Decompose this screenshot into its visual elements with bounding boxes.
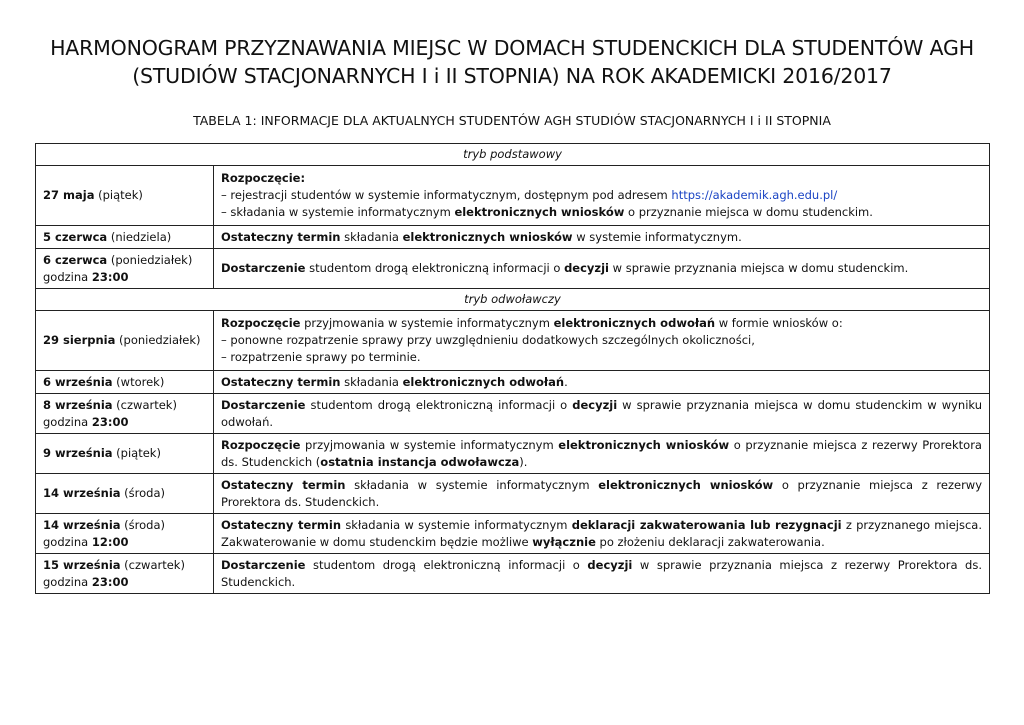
- section-row-appeal: [36, 289, 990, 311]
- desc-bold: decyzji: [587, 557, 633, 572]
- table-caption: TABELA 1: INFORMACJE DLA AKTUALNYCH STUDENTÓW AGH STUDIÓW STACJONARNYCH I i II STOPNIA: [193, 113, 831, 128]
- time-label: godzina: [43, 414, 92, 429]
- desc-text: składania: [340, 229, 403, 244]
- date-cell: [36, 554, 214, 594]
- description-cell: [214, 514, 990, 554]
- date-day: (poniedziałek): [107, 252, 193, 267]
- date-bold: 5 czerwca: [43, 229, 108, 244]
- desc-text: studentom drogą elektroniczną informacji o: [305, 557, 588, 572]
- table-row: [36, 249, 990, 289]
- desc-text: składania w systemie informatycznym: [345, 477, 599, 492]
- document-title: [0, 34, 1024, 90]
- title-line-1: HARMONOGRAM PRZYZNAWANIA MIEJSC W DOMACH STUDENCKICH DLA STUDENTÓW AGH: [50, 36, 974, 60]
- desc-bold: elektronicznych wniosków: [402, 229, 573, 244]
- section-row-basic: [36, 144, 990, 166]
- table-row: [36, 371, 990, 394]
- time-label: godzina: [43, 574, 92, 589]
- date-bold: 14 września: [43, 486, 121, 500]
- desc-text: .: [564, 374, 568, 389]
- schedule-table: [35, 143, 990, 594]
- desc-bold: decyzji: [564, 261, 609, 275]
- date-bold: 6 czerwca: [43, 252, 108, 267]
- table-row: [36, 226, 990, 249]
- desc-text: ).: [519, 454, 528, 469]
- desc-bold: Rozpoczęcie: [221, 437, 301, 452]
- date-bold: 14 września: [43, 517, 121, 532]
- description-cell: [214, 434, 990, 474]
- date-day: (wtorek): [112, 374, 165, 389]
- date-bold: 8 września: [43, 397, 113, 412]
- time-label: godzina: [43, 269, 92, 284]
- desc-text: studentom drogą elektroniczną informacji o: [305, 397, 573, 412]
- desc-bold: Dostarczenie: [221, 261, 306, 275]
- date-cell: [36, 371, 214, 394]
- desc-bold: elektronicznych odwołań: [553, 316, 716, 330]
- description-cell: [214, 226, 990, 249]
- desc-text: o przyznanie miejsca z rezerwy Prorektora ds. Studenckich.: [221, 477, 983, 509]
- desc-bold: wyłącznie: [532, 534, 596, 549]
- date-cell: [36, 474, 214, 514]
- desc-bold: decyzji: [572, 397, 618, 412]
- date-cell: [36, 514, 214, 554]
- date-cell: [36, 311, 214, 371]
- desc-text: w sprawie przyznania miejsca z rezerwy Prorektora ds. Studenckich.: [221, 557, 982, 589]
- desc-text: o przyznanie miejsca z rezerwy Prorektora ds. Studenckich (: [221, 437, 982, 469]
- time-value: 23:00: [91, 269, 129, 284]
- date-bold: 27 maja: [43, 188, 95, 202]
- desc-bold: ostatnia instancja odwoławcza: [320, 454, 520, 469]
- desc-text: w sprawie przyznania miejsca w domu studenckim w wyniku odwołań.: [221, 397, 982, 429]
- desc-text: z przyznanego miejsca. Zakwaterowanie w domu studenckim będzie możliwe: [221, 517, 982, 549]
- desc-bold: deklaracji zakwaterowania lub rezygnacji: [571, 517, 842, 532]
- desc-text: o przyznanie miejsca w domu studenckim.: [624, 205, 873, 219]
- date-cell: [36, 226, 214, 249]
- time-value: 23:00: [91, 574, 129, 589]
- date-day: (piątek): [94, 188, 143, 202]
- desc-line: – rozpatrzenie sprawy po terminie.: [221, 350, 421, 364]
- description-cell: [214, 371, 990, 394]
- desc-text: w sprawie przyznania miejsca w domu studenckim.: [608, 261, 909, 275]
- desc-bold: Rozpoczęcie: [221, 316, 301, 330]
- description-cell: [214, 249, 990, 289]
- date-day: (środa): [120, 486, 166, 500]
- desc-text: – rejestracji studentów w systemie informatycznym, dostępnym pod adresem: [221, 188, 672, 202]
- time-value: 23:00: [91, 414, 129, 429]
- date-day: (czwartek): [112, 397, 177, 412]
- desc-bold: elektronicznych wniosków: [558, 437, 730, 452]
- desc-bold: Ostateczny termin: [221, 374, 341, 389]
- desc-bold: Ostateczny termin: [221, 517, 342, 532]
- description-cell: [214, 311, 990, 371]
- section-label-appeal: tryb odwoławczy: [36, 289, 990, 311]
- desc-bold: Ostateczny termin: [221, 229, 341, 244]
- date-cell: [36, 249, 214, 289]
- table-row: [36, 311, 990, 371]
- description-cell: [214, 166, 990, 226]
- desc-text: składania: [340, 374, 403, 389]
- table-row: [36, 514, 990, 554]
- desc-text: w systemie informatycznym.: [572, 229, 742, 244]
- desc-heading: Rozpoczęcie:: [221, 171, 306, 185]
- desc-text: przyjmowania w systemie informatycznym: [300, 437, 559, 452]
- description-cell: [214, 394, 990, 434]
- title-line-2: (STUDIÓW STACJONARNYCH I i II STOPNIA) NA ROK AKADEMICKI 2016/2017: [132, 64, 892, 88]
- table-row: [36, 394, 990, 434]
- desc-text: w formie wniosków o:: [715, 316, 843, 330]
- desc-bold: Dostarczenie: [221, 397, 306, 412]
- date-cell: [36, 434, 214, 474]
- desc-text: studentom drogą elektroniczną informacji o: [305, 261, 565, 275]
- table-row: [36, 434, 990, 474]
- date-day: (niedziela): [107, 229, 172, 244]
- akademik-link[interactable]: https://akademik.agh.edu.pl/: [671, 188, 838, 202]
- date-cell: [36, 166, 214, 226]
- date-bold: 29 sierpnia: [43, 333, 116, 347]
- table-row: [36, 474, 990, 514]
- desc-bold: Dostarczenie: [221, 557, 306, 572]
- desc-text: składania w systemie informatycznym: [341, 517, 572, 532]
- date-day: (poniedziałek): [115, 333, 201, 347]
- desc-text: po złożeniu deklaracji zakwaterowania.: [595, 534, 825, 549]
- time-value: 12:00: [91, 534, 129, 549]
- desc-bold: elektronicznych odwołań: [402, 374, 565, 389]
- date-day: (czwartek): [120, 557, 185, 572]
- desc-text: przyjmowania w systemie informatycznym: [300, 316, 554, 330]
- desc-bold: Ostateczny termin: [221, 477, 346, 492]
- date-day: (piątek): [112, 446, 161, 460]
- date-cell: [36, 394, 214, 434]
- desc-bold: elektronicznych wniosków: [454, 205, 625, 219]
- desc-text: – składania w systemie informatycznym: [221, 205, 455, 219]
- date-bold: 9 września: [43, 446, 113, 460]
- date-bold: 15 września: [43, 557, 121, 572]
- table-row: [36, 166, 990, 226]
- date-day: (środa): [120, 517, 166, 532]
- section-label-basic: tryb podstawowy: [36, 144, 990, 166]
- desc-bold: elektronicznych wniosków: [598, 477, 774, 492]
- description-cell: [214, 474, 990, 514]
- time-label: godzina: [43, 534, 92, 549]
- date-bold: 6 września: [43, 374, 113, 389]
- description-cell: [214, 554, 990, 594]
- desc-line: – ponowne rozpatrzenie sprawy przy uwzględnieniu dodatkowych szczególnych okoliczności,: [221, 333, 755, 347]
- table-row: [36, 554, 990, 594]
